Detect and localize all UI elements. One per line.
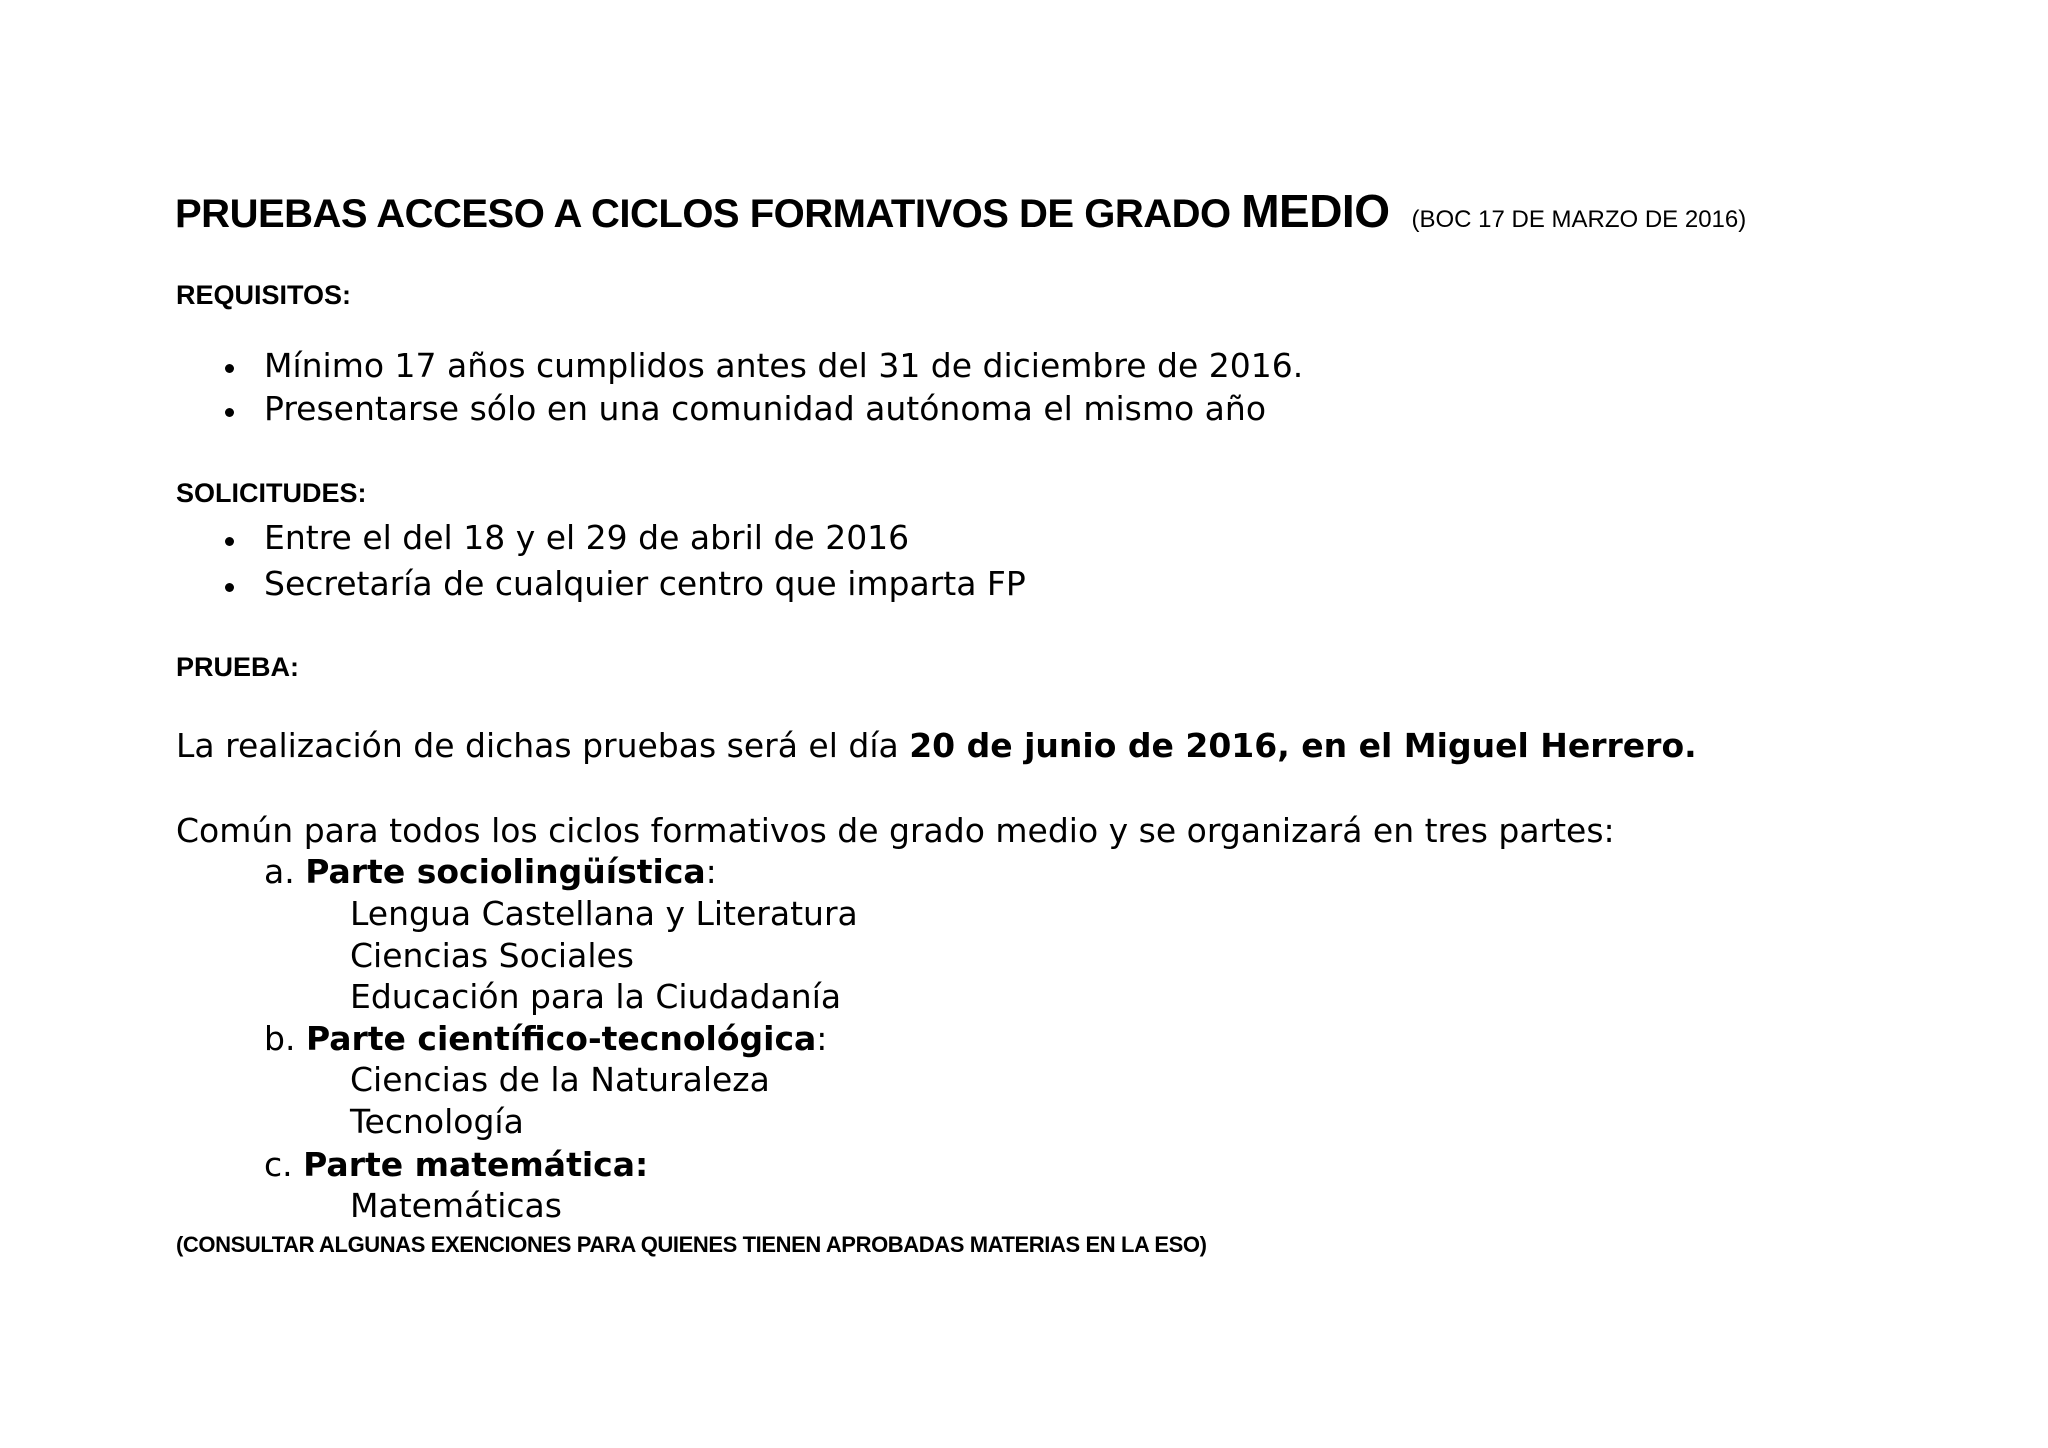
bullet-icon — [225, 583, 234, 592]
bullet-icon — [225, 364, 234, 373]
subject-item: Matemáticas — [350, 1186, 562, 1225]
part-c-heading — [264, 1145, 648, 1184]
part-name: Parte científico-tecnológica — [305, 1019, 817, 1058]
prueba-date-intro: La realización de dichas pruebas será el día — [176, 726, 910, 765]
part-suffix: : — [705, 852, 717, 891]
prueba-heading: PRUEBA: — [176, 652, 300, 682]
part-name: Parte sociolingüística — [305, 852, 706, 891]
subject-item: Tecnología — [350, 1102, 524, 1141]
subject-item: Lengua Castellana y Literatura — [350, 894, 858, 933]
subject-item: Ciencias Sociales — [350, 936, 634, 975]
requisitos-heading: REQUISITOS: — [176, 280, 352, 310]
title-emphasis: MEDIO — [1241, 185, 1390, 237]
part-letter: c. — [264, 1145, 304, 1184]
title-prefix: PRUEBAS ACCESO A CICLOS FORMATIVOS DE GRADO — [175, 192, 1242, 236]
prueba-date-bold: 20 de junio de 2016, en el Miguel Herrero. — [909, 726, 1697, 765]
part-letter: a. — [264, 852, 306, 891]
solicitudes-heading: SOLICITUDES: — [176, 478, 367, 508]
footnote: (CONSULTAR ALGUNAS EXENCIONES PARA QUIENES TIENEN APROBADAS MATERIAS EN LA ESO) — [176, 1232, 1207, 1257]
subject-item: Ciencias de la Naturaleza — [350, 1060, 770, 1099]
part-b-heading — [264, 1019, 827, 1058]
part-suffix: : — [816, 1019, 828, 1058]
page-title — [175, 184, 1746, 238]
subject-item: Educación para la Ciudadanía — [350, 977, 842, 1016]
part-a-heading — [264, 852, 717, 891]
prueba-structure-intro: Común para todos los ciclos formativos de grado medio y se organizará en tres partes: — [176, 811, 1615, 850]
part-name: Parte matemática: — [303, 1145, 649, 1184]
bullet-icon — [225, 537, 234, 546]
title-reference: (BOC 17 DE MARZO DE 2016) — [1411, 206, 1747, 233]
solicitudes-item-2: Secretaría de cualquier centro que imparta FP — [264, 564, 1026, 603]
bullet-icon — [225, 408, 234, 417]
requisitos-item-1: Mínimo 17 años cumplidos antes del 31 de diciembre de 2016. — [264, 346, 1304, 385]
prueba-date-line — [176, 726, 1697, 765]
requisitos-item-2: Presentarse sólo en una comunidad autónoma el mismo año — [264, 389, 1267, 428]
part-letter: b. — [264, 1019, 306, 1058]
solicitudes-item-1: Entre el del 18 y el 29 de abril de 2016 — [264, 518, 910, 557]
